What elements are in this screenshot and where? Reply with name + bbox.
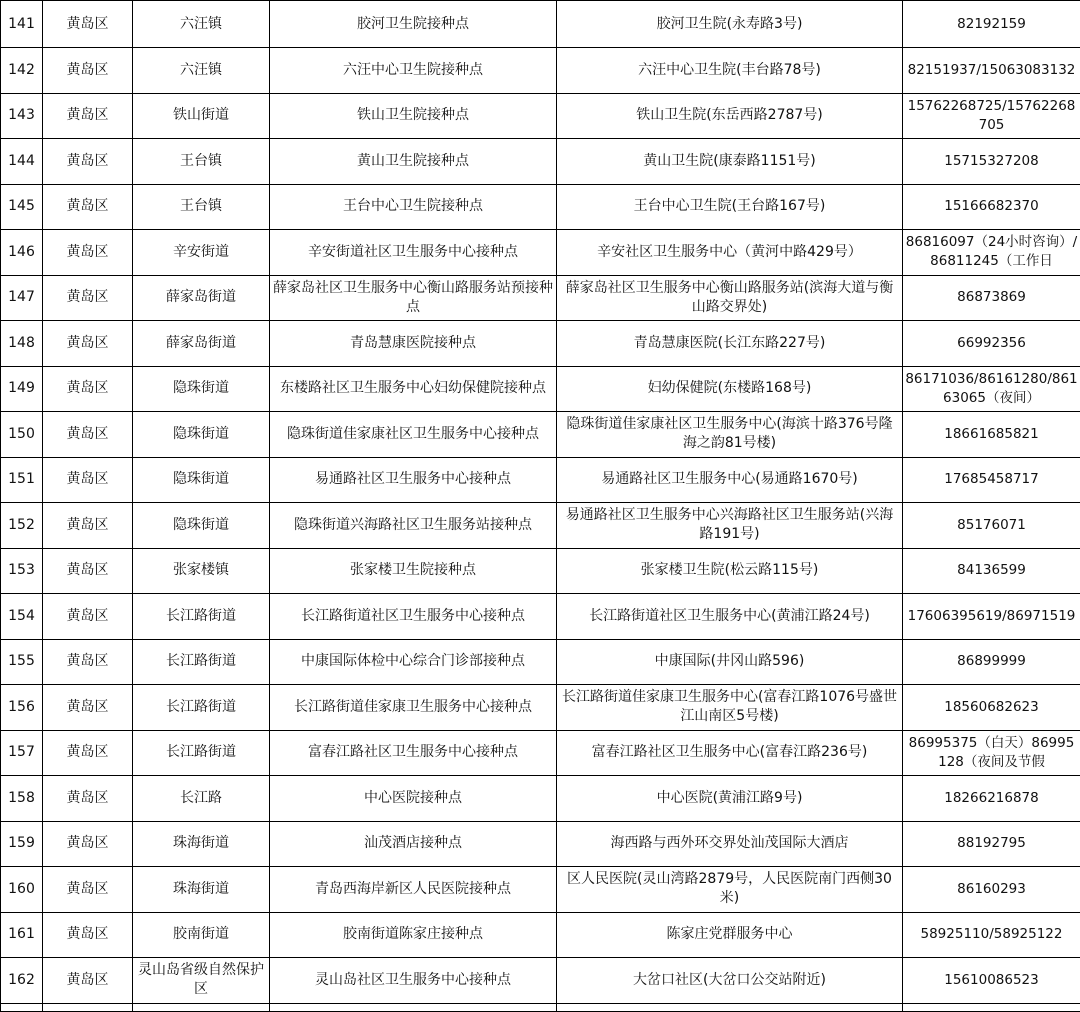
table-row — [1, 548, 1080, 594]
street-cell: 六汪镇 — [133, 48, 270, 94]
site-name-cell: 隐珠街道兴海路社区卫生服务站接种点 — [270, 503, 557, 549]
table-row — [1, 594, 1080, 640]
table-row — [1, 321, 1080, 367]
site-name-cell: 长江路街道社区卫生服务中心接种点 — [270, 594, 557, 640]
table-row — [1, 639, 1080, 685]
phone-cell: 86873869 — [903, 275, 1080, 321]
address-cell: 区人民医院(灵山湾路2879号，人民医院南门西侧30米) — [557, 867, 903, 913]
street-cell: 王台镇 — [133, 184, 270, 230]
district-cell: 黄岛区 — [43, 821, 133, 867]
phone-cell: 18560682623 — [903, 685, 1080, 731]
row-number: 147 — [1, 275, 43, 321]
address-cell: 薛家岛社区卫生服务中心衡山路服务站(滨海大道与衡山路交界处) — [557, 275, 903, 321]
street-cell: 长江路街道 — [133, 730, 270, 776]
district-cell: 黄岛区 — [43, 321, 133, 367]
phone-cell: 15610086523 — [903, 958, 1080, 1004]
district-cell: 黄岛区 — [43, 867, 133, 913]
row-number: 157 — [1, 730, 43, 776]
row-number: 143 — [1, 93, 43, 139]
site-name-cell: 汕茂酒店接种点 — [270, 821, 557, 867]
phone-cell: 82151937/15063083132 — [903, 48, 1080, 94]
site-name-cell: 黄山卫生院接种点 — [270, 139, 557, 185]
site-name-cell: 富春江路社区卫生服务中心接种点 — [270, 730, 557, 776]
district-cell: 黄岛区 — [43, 776, 133, 822]
address-cell: 黄山卫生院(康泰路1151号) — [557, 139, 903, 185]
phone-cell: 86160293 — [903, 867, 1080, 913]
district-cell: 黄岛区 — [43, 594, 133, 640]
phone-cell: 58925110/58925122 — [903, 912, 1080, 958]
address-cell: 中心医院(黄浦江路9号) — [557, 776, 903, 822]
street-cell: 张家楼镇 — [133, 548, 270, 594]
address-cell: 青岛慧康医院(长江东路227号) — [557, 321, 903, 367]
address-cell: 中康国际(井冈山路596) — [557, 639, 903, 685]
address-cell: 隐珠街道佳家康社区卫生服务中心(海滨十路376号隆海之韵81号楼) — [557, 412, 903, 458]
phone-cell: 86899999 — [903, 639, 1080, 685]
table-row — [1, 867, 1080, 913]
address-cell: 胶河卫生院(永寿路3号) — [557, 1, 903, 48]
site-name-cell: 青岛西海岸新区人民医院接种点 — [270, 867, 557, 913]
street-cell: 薛家岛街道 — [133, 321, 270, 367]
table-row — [1, 821, 1080, 867]
table-row — [1, 139, 1080, 185]
table-row — [1, 958, 1080, 1004]
row-number: 158 — [1, 776, 43, 822]
street-cell: 王台镇 — [133, 139, 270, 185]
address-cell: 张家楼卫生院(松云路115号) — [557, 548, 903, 594]
phone-cell: 82192159 — [903, 1, 1080, 48]
site-name-cell: 青岛慧康医院接种点 — [270, 321, 557, 367]
street-cell: 隐珠街道 — [133, 457, 270, 503]
phone-cell: 86995375（白天）86995128（夜间及节假 — [903, 730, 1080, 776]
street-cell: 六汪镇 — [133, 1, 270, 48]
district-cell: 黄岛区 — [43, 548, 133, 594]
site-name-cell: 张家楼卫生院接种点 — [270, 548, 557, 594]
table-row — [1, 503, 1080, 549]
address-cell: 海西路与西外环交界处汕茂国际大酒店 — [557, 821, 903, 867]
district-cell: 黄岛区 — [43, 1, 133, 48]
site-name-cell: 长江路街道佳家康卫生服务中心接种点 — [270, 685, 557, 731]
address-cell: 易通路社区卫生服务中心兴海路社区卫生服务站(兴海路191号) — [557, 503, 903, 549]
street-cell: 隐珠街道 — [133, 412, 270, 458]
empty-cell — [133, 1003, 270, 1011]
district-cell: 黄岛区 — [43, 730, 133, 776]
phone-cell: 85176071 — [903, 503, 1080, 549]
row-number: 145 — [1, 184, 43, 230]
site-name-cell: 薛家岛社区卫生服务中心衡山路服务站预接种点 — [270, 275, 557, 321]
row-number: 150 — [1, 412, 43, 458]
site-name-cell: 辛安街道社区卫生服务中心接种点 — [270, 230, 557, 276]
row-number: 151 — [1, 457, 43, 503]
table-row — [1, 730, 1080, 776]
phone-cell: 17685458717 — [903, 457, 1080, 503]
row-number: 160 — [1, 867, 43, 913]
phone-cell: 88192795 — [903, 821, 1080, 867]
street-cell: 隐珠街道 — [133, 503, 270, 549]
table-row — [1, 457, 1080, 503]
table-row — [1, 1, 1080, 48]
address-cell: 铁山卫生院(东岳西路2787号) — [557, 93, 903, 139]
district-cell: 黄岛区 — [43, 366, 133, 412]
address-cell: 富春江路社区卫生服务中心(富春江路236号) — [557, 730, 903, 776]
street-cell: 长江路街道 — [133, 639, 270, 685]
row-number: 142 — [1, 48, 43, 94]
row-number: 155 — [1, 639, 43, 685]
street-cell: 长江路街道 — [133, 594, 270, 640]
table-row — [1, 912, 1080, 958]
table-row — [1, 776, 1080, 822]
district-cell: 黄岛区 — [43, 230, 133, 276]
street-cell: 灵山岛省级自然保护区 — [133, 958, 270, 1004]
row-number: 141 — [1, 1, 43, 48]
street-cell: 薛家岛街道 — [133, 275, 270, 321]
address-cell: 易通路社区卫生服务中心(易通路1670号) — [557, 457, 903, 503]
table-row — [1, 48, 1080, 94]
row-number: 146 — [1, 230, 43, 276]
address-cell: 陈家庄党群服务中心 — [557, 912, 903, 958]
site-name-cell: 王台中心卫生院接种点 — [270, 184, 557, 230]
street-cell: 胶南街道 — [133, 912, 270, 958]
site-name-cell: 中康国际体检中心综合门诊部接种点 — [270, 639, 557, 685]
row-number: 144 — [1, 139, 43, 185]
address-cell: 辛安社区卫生服务中心（黄河中路429号） — [557, 230, 903, 276]
district-cell: 黄岛区 — [43, 685, 133, 731]
row-number: 162 — [1, 958, 43, 1004]
district-cell: 黄岛区 — [43, 958, 133, 1004]
street-cell: 辛安街道 — [133, 230, 270, 276]
district-cell: 黄岛区 — [43, 48, 133, 94]
site-name-cell: 易通路社区卫生服务中心接种点 — [270, 457, 557, 503]
phone-cell: 86171036/86161280/86163065（夜间） — [903, 366, 1080, 412]
table-row — [1, 184, 1080, 230]
site-name-cell: 灵山岛社区卫生服务中心接种点 — [270, 958, 557, 1004]
table-row — [1, 412, 1080, 458]
site-name-cell: 胶河卫生院接种点 — [270, 1, 557, 48]
street-cell: 珠海街道 — [133, 867, 270, 913]
table-row — [1, 275, 1080, 321]
street-cell: 隐珠街道 — [133, 366, 270, 412]
phone-cell: 15166682370 — [903, 184, 1080, 230]
table-row — [1, 685, 1080, 731]
row-number: 149 — [1, 366, 43, 412]
site-name-cell: 东楼路社区卫生服务中心妇幼保健院接种点 — [270, 366, 557, 412]
district-cell: 黄岛区 — [43, 412, 133, 458]
phone-cell: 15762268725/15762268705 — [903, 93, 1080, 139]
phone-cell: 66992356 — [903, 321, 1080, 367]
table-row — [1, 230, 1080, 276]
street-cell: 长江路街道 — [133, 685, 270, 731]
district-cell: 黄岛区 — [43, 93, 133, 139]
district-cell: 黄岛区 — [43, 639, 133, 685]
table-body — [1, 1, 1080, 1012]
empty-cell — [1, 1003, 43, 1011]
address-cell: 长江路街道佳家康卫生服务中心(富春江路1076号盛世江山南区5号楼) — [557, 685, 903, 731]
site-name-cell: 中心医院接种点 — [270, 776, 557, 822]
phone-cell: 17606395619/86971519 — [903, 594, 1080, 640]
street-cell: 铁山街道 — [133, 93, 270, 139]
street-cell: 珠海街道 — [133, 821, 270, 867]
site-name-cell: 六汪中心卫生院接种点 — [270, 48, 557, 94]
district-cell: 黄岛区 — [43, 184, 133, 230]
address-cell: 王台中心卫生院(王台路167号) — [557, 184, 903, 230]
site-name-cell: 胶南街道陈家庄接种点 — [270, 912, 557, 958]
phone-cell: 84136599 — [903, 548, 1080, 594]
row-number: 161 — [1, 912, 43, 958]
address-cell: 六汪中心卫生院(丰台路78号) — [557, 48, 903, 94]
address-cell: 大岔口社区(大岔口公交站附近) — [557, 958, 903, 1004]
row-number: 159 — [1, 821, 43, 867]
district-cell: 黄岛区 — [43, 139, 133, 185]
row-number: 148 — [1, 321, 43, 367]
table-row — [1, 93, 1080, 139]
row-number: 156 — [1, 685, 43, 731]
district-cell: 黄岛区 — [43, 275, 133, 321]
table-row-partial — [1, 1003, 1080, 1011]
row-number: 154 — [1, 594, 43, 640]
address-cell: 长江路街道社区卫生服务中心(黄浦江路24号) — [557, 594, 903, 640]
site-name-cell: 隐珠街道佳家康社区卫生服务中心接种点 — [270, 412, 557, 458]
row-number: 153 — [1, 548, 43, 594]
empty-cell — [270, 1003, 557, 1011]
row-number: 152 — [1, 503, 43, 549]
street-cell: 长江路 — [133, 776, 270, 822]
empty-cell — [43, 1003, 133, 1011]
district-cell: 黄岛区 — [43, 912, 133, 958]
phone-cell: 18661685821 — [903, 412, 1080, 458]
table-row — [1, 366, 1080, 412]
district-cell: 黄岛区 — [43, 457, 133, 503]
empty-cell — [557, 1003, 903, 1011]
site-name-cell: 铁山卫生院接种点 — [270, 93, 557, 139]
phone-cell: 18266216878 — [903, 776, 1080, 822]
phone-cell: 86816097（24小时咨询）/86811245（工作日 — [903, 230, 1080, 276]
empty-cell — [903, 1003, 1080, 1011]
phone-cell: 15715327208 — [903, 139, 1080, 185]
address-cell: 妇幼保健院(东楼路168号) — [557, 366, 903, 412]
district-cell: 黄岛区 — [43, 503, 133, 549]
